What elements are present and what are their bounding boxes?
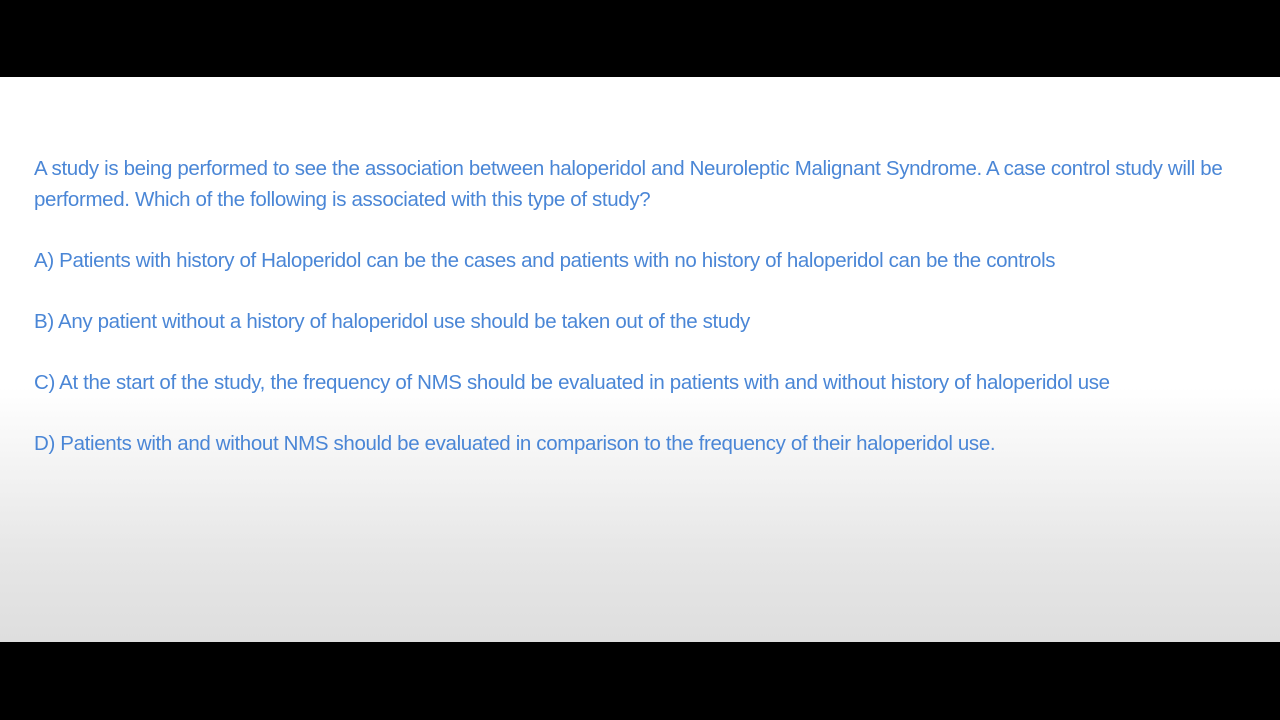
letterbox-bottom	[0, 642, 1280, 720]
option-d: D) Patients with and without NMS should be evaluated in comparison to the frequency of their haloperidol use.	[34, 432, 996, 455]
question-stem: A study is being performed to see the association between haloperidol and Neuroleptic Malignant Syndrome. A case control study will be performed. Which of the following is associated with this type of study?	[34, 157, 1223, 211]
option-c: C) At the start of the study, the frequency of NMS should be evaluated in patients with and without history of haloperidol use	[34, 371, 1110, 394]
question-content	[34, 153, 1266, 489]
option-b: B) Any patient without a history of haloperidol use should be taken out of the study	[34, 310, 750, 333]
option-a: A) Patients with history of Haloperidol can be the cases and patients with no history of haloperidol can be the controls	[34, 249, 1056, 272]
letterbox-top	[0, 0, 1280, 77]
question-slide	[0, 77, 1280, 642]
